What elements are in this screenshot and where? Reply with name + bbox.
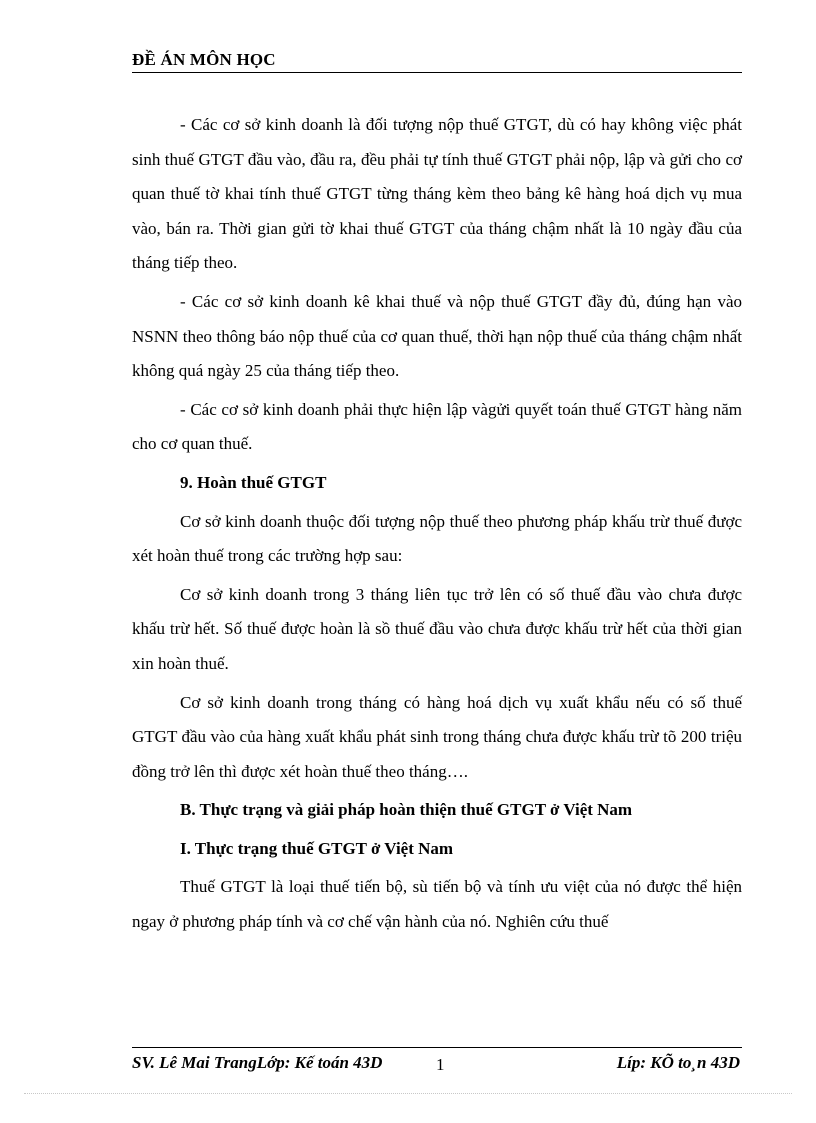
footer-divider [132,1047,742,1048]
paragraph-tax-settlement: - Các cơ sở kinh doanh phải thực hiện lập vàgửi quyết toán thuế GTGT hàng năm cho cơ quan thuế. [132,399,742,454]
heading-section-b: B. Thực trạng và giải pháp hoàn thiện thuế GTGT ở Việt Nam [180,800,633,820]
paragraph-tax-payment: - Các cơ sở kinh doanh kê khai thuế và nộp thuế GTGT đầy đủ, đúng hạn vào NSNN theo thông báo nộp thuế của cơ quan thuế, thời hạn nộp thuế của tháng chậm nhất không quá ngày 25 của tháng tiếp theo. [132,291,742,381]
page-number: 1 [436,1055,445,1074]
page-header [132,48,742,73]
paragraph-refund-three-months: Cơ sở kinh doanh trong 3 tháng liên tục trở lên có số thuế đầu vào chưa được khấu trừ hết. Số thuế được hoàn là sồ thuế đầu vào chưa được khấu trừ hết của thời gian xin hoàn thuế. [132,584,742,673]
paragraph-tax-declaration: - Các cơ sở kinh doanh là đối tượng nộp thuế GTGT, dù có hay không việc phát sinh thuế GTGT đầu vào, đầu ra, đều phải tự tính thuế GTGT phải nộp, lập và gửi cho cơ quan thuế tờ khai tính thuế GTGT từng tháng kèm theo bảng kê hàng hoá dịch vụ mua vào, bán ra. Thời gian gửi tờ khai thuế GTGT của tháng chậm nhất là 10 ngày đầu của tháng tiếp theo. [132,115,742,273]
paragraph-vat-progressive: Thuế GTGT là loại thuế tiến bộ, sù tiến bộ và tính ưu việt của nó được thể hiện ngay ở phương pháp tính và cơ chế vận hành của nó. Nghiên cứu thuế [132,877,742,932]
paragraph-refund-export: Cơ sở kinh doanh trong tháng có hàng hoá dịch vụ xuất khẩu nếu có số thuế GTGT đầu vào của hàng xuất khẩu phát sinh trong tháng chưa được khấu trừ tõ 200 triệu đồng trở lên thì được xét hoàn thuế theo tháng…. [132,692,742,781]
header-title: ĐỀ ÁN MÔN HỌC [132,50,276,69]
heading-section-i: I. Thực trạng thuế GTGT ở Việt Nam [180,838,454,858]
document-body [132,108,742,940]
page-footer [132,1051,742,1077]
footer-student-info: SV. Lê Mai TrangLớp: Kế toán 43D [132,1053,383,1072]
footer-class-info: Líp: KÕ to¸n 43D [616,1053,740,1072]
paragraph-refund-eligibility: Cơ sở kinh doanh thuộc đối tượng nộp thuế theo phương pháp khấu trừ thuế được xét hoàn thuế trong các trường hợp sau: [132,511,742,566]
page-edge-divider [24,1093,792,1094]
heading-vat-refund: 9. Hoàn thuế GTGT [180,472,327,492]
